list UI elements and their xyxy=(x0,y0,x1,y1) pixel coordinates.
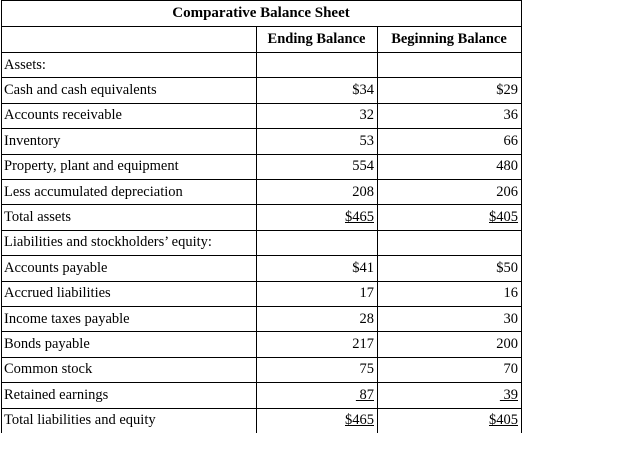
row-label: Accounts payable xyxy=(4,259,108,276)
column-header-beginning: Beginning Balance xyxy=(391,31,507,47)
row-label: Retained earnings xyxy=(4,386,109,403)
cell-ending: 28 xyxy=(359,310,374,327)
row-label: Assets: xyxy=(4,56,46,73)
cell-beginning: 200 xyxy=(496,335,518,352)
cell-beginning: 70 xyxy=(503,361,518,378)
column-header-ending: Ending Balance xyxy=(267,31,366,47)
row-label: Property, plant and equipment xyxy=(4,158,179,175)
column-divider-2 xyxy=(377,26,378,433)
cell-beginning: 480 xyxy=(496,158,518,175)
cell-beginning: $405 xyxy=(489,208,518,225)
cell-beginning: $29 xyxy=(496,81,518,98)
cell-ending: $465 xyxy=(345,208,374,225)
cell-beginning: 39 xyxy=(499,386,518,403)
row-label: Accrued liabilities xyxy=(4,285,111,302)
cell-ending: $465 xyxy=(345,412,374,429)
row-label: Inventory xyxy=(4,132,61,149)
row-label: Total assets xyxy=(4,208,72,225)
table-title: Comparative Balance Sheet xyxy=(172,5,350,21)
cell-ending: 53 xyxy=(359,132,374,149)
cell-ending: 217 xyxy=(352,335,374,352)
border-top xyxy=(1,0,522,1)
row-label: Total liabilities and equity xyxy=(4,412,156,429)
row-label: Accounts receivable xyxy=(4,107,122,124)
column-divider-1 xyxy=(256,26,257,433)
row-label: Bonds payable xyxy=(4,335,90,352)
cell-ending: 554 xyxy=(352,158,374,175)
cell-beginning: 30 xyxy=(503,310,518,327)
cell-beginning xyxy=(377,53,518,78)
row-label: Income taxes payable xyxy=(4,310,130,327)
cell-ending: 17 xyxy=(359,285,374,302)
row-label: Liabilities and stockholders’ equity: xyxy=(4,234,212,251)
row-label: Common stock xyxy=(4,361,93,378)
cell-ending: 75 xyxy=(359,361,374,378)
cell-beginning xyxy=(377,230,518,255)
cell-ending: 208 xyxy=(352,183,374,200)
cell-ending: 87 xyxy=(355,386,374,403)
cell-beginning: 16 xyxy=(503,285,518,302)
cell-beginning: 36 xyxy=(503,107,518,124)
row-label: Cash and cash equivalents xyxy=(4,81,157,98)
row-label: Less accumulated depreciation xyxy=(4,183,183,200)
cell-beginning: 66 xyxy=(503,132,518,149)
cell-ending: $34 xyxy=(352,81,374,98)
cell-beginning: 206 xyxy=(496,183,518,200)
balance-sheet-table xyxy=(1,0,521,434)
cell-beginning: $405 xyxy=(489,412,518,429)
border-left xyxy=(1,0,2,433)
border-right xyxy=(521,0,522,433)
cell-ending: 32 xyxy=(359,107,374,124)
cell-beginning: $50 xyxy=(496,259,518,276)
cell-ending xyxy=(256,230,374,255)
cell-ending xyxy=(256,53,374,78)
cell-ending: $41 xyxy=(352,259,374,276)
